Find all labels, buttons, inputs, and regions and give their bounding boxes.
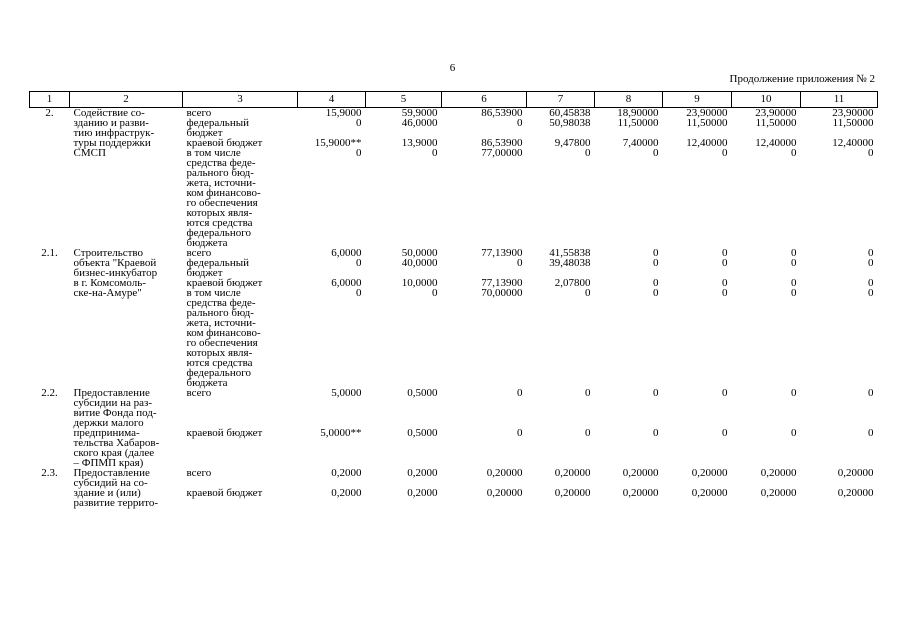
value-cell: 50,98038 bbox=[549, 117, 591, 129]
value-cell: 0 bbox=[791, 277, 797, 289]
column-header-6: 6 bbox=[442, 92, 527, 108]
funding-category: краевой бюджет bbox=[186, 427, 263, 439]
value-cell: 70,00000 bbox=[481, 287, 523, 299]
value-cell: 0 bbox=[585, 147, 591, 159]
value-cell: 0,20000 bbox=[486, 467, 523, 479]
value-cell: 11,50000 bbox=[686, 117, 728, 129]
value-cell: 0 bbox=[517, 257, 523, 269]
value-cell: 0,2000 bbox=[407, 487, 438, 499]
funding-category: федеральный бюджет bbox=[186, 117, 249, 139]
value-cell: 0,20000 bbox=[622, 467, 659, 479]
value-cell: 0,20000 bbox=[760, 467, 797, 479]
funding-category: краевой бюджет bbox=[186, 137, 263, 149]
table-row bbox=[30, 248, 878, 258]
value-cell: 0 bbox=[356, 257, 362, 269]
value-cell: 0 bbox=[517, 117, 523, 129]
header-row bbox=[30, 92, 878, 108]
table-row bbox=[30, 388, 878, 428]
value-cell: 12,40000 bbox=[686, 137, 728, 149]
value-cell: 0,2000 bbox=[331, 467, 362, 479]
value-cell: 0 bbox=[868, 427, 874, 439]
value-cell: 0,5000 bbox=[407, 427, 438, 439]
value-cell: 23,90000 bbox=[686, 107, 728, 119]
value-cell: 0,20000 bbox=[622, 487, 659, 499]
value-cell: 6,0000 bbox=[331, 247, 362, 259]
value-cell: 0,2000 bbox=[407, 467, 438, 479]
value-cell: 5,0000 bbox=[331, 387, 362, 399]
value-cell: 0 bbox=[722, 427, 728, 439]
value-cell: 0 bbox=[653, 247, 659, 259]
value-cell: 0 bbox=[653, 257, 659, 269]
column-header-11: 11 bbox=[801, 92, 878, 108]
value-cell: 15,9000 bbox=[325, 107, 362, 119]
value-cell: 0 bbox=[722, 277, 728, 289]
value-cell: 0 bbox=[653, 147, 659, 159]
value-cell: 0,20000 bbox=[554, 467, 591, 479]
value-cell: 59,9000 bbox=[401, 107, 438, 119]
value-cell: 0 bbox=[722, 147, 728, 159]
value-cell: 7,40000 bbox=[622, 137, 659, 149]
value-cell: 86,53900 bbox=[481, 137, 523, 149]
funding-category: в том числе средства феде- рального бюд- жета, источни- ком финансово- го обеспечения которых явля- ются средства федерального бюджета bbox=[186, 287, 261, 389]
value-cell: 0 bbox=[517, 427, 523, 439]
value-cell: 13,9000 bbox=[401, 137, 438, 149]
value-cell: 0 bbox=[868, 387, 874, 399]
value-cell: 50,0000 bbox=[401, 247, 438, 259]
value-cell: 0 bbox=[517, 387, 523, 399]
funding-category: всего bbox=[186, 467, 212, 479]
value-cell: 5,0000** bbox=[320, 427, 362, 439]
table-row bbox=[30, 108, 878, 119]
column-header-7: 7 bbox=[527, 92, 595, 108]
section-index: 2.1. bbox=[41, 247, 58, 259]
column-header-8: 8 bbox=[595, 92, 663, 108]
column-header-2: 2 bbox=[70, 92, 183, 108]
column-header-3: 3 bbox=[183, 92, 298, 108]
section-index: 2. bbox=[45, 107, 54, 119]
value-cell: 10,0000 bbox=[401, 277, 438, 289]
section-name: Предоставление субсидии на раз- витие Фонда под- держки малого предпринима- тельства Хабаров- ского края (далее – ФПМП края) bbox=[73, 387, 160, 469]
section-name: Предоставление субсидий на со- здание и (или) развитие террито- bbox=[73, 467, 159, 509]
section-name: Строительство объекта "Краевой бизнес-инкубатор в г. Комсомоль- ске-на-Амуре" bbox=[73, 247, 158, 299]
value-cell: 0 bbox=[356, 147, 362, 159]
value-cell: 0 bbox=[722, 257, 728, 269]
column-header-4: 4 bbox=[298, 92, 366, 108]
value-cell: 0 bbox=[722, 287, 728, 299]
funding-category: федеральный бюджет bbox=[186, 257, 249, 279]
value-cell: 0 bbox=[868, 257, 874, 269]
value-cell: 0,20000 bbox=[837, 487, 874, 499]
value-cell: 0 bbox=[791, 387, 797, 399]
value-cell: 0,20000 bbox=[554, 487, 591, 499]
value-cell: 41,55838 bbox=[549, 247, 591, 259]
value-cell: 0 bbox=[585, 387, 591, 399]
value-cell: 0 bbox=[432, 147, 438, 159]
value-cell: 0,20000 bbox=[760, 487, 797, 499]
page-number: 6 bbox=[449, 62, 456, 74]
value-cell: 77,13900 bbox=[481, 277, 523, 289]
section-name: Содействие со- зданию и разви- тию инфраструк- туры поддержки СМСП bbox=[73, 107, 155, 159]
value-cell: 0 bbox=[432, 287, 438, 299]
value-cell: 0 bbox=[653, 427, 659, 439]
value-cell: 11,50000 bbox=[832, 117, 874, 129]
value-cell: 0 bbox=[722, 247, 728, 259]
section-index: 2.3. bbox=[41, 467, 58, 479]
value-cell: 0 bbox=[791, 247, 797, 259]
value-cell: 9,47800 bbox=[554, 137, 591, 149]
funding-category: в том числе средства феде- рального бюд- жета, источни- ком финансово- го обеспечения которых явля- ются средства федерального бюджета bbox=[186, 147, 261, 249]
value-cell: 40,0000 bbox=[401, 257, 438, 269]
value-cell: 0,20000 bbox=[837, 467, 874, 479]
table-row bbox=[30, 468, 878, 488]
section-index: 2.2. bbox=[41, 387, 58, 399]
value-cell: 0 bbox=[868, 247, 874, 259]
value-cell: 0 bbox=[585, 427, 591, 439]
value-cell: 0 bbox=[868, 277, 874, 289]
value-cell: 2,07800 bbox=[554, 277, 591, 289]
funding-category: всего bbox=[186, 247, 212, 259]
budget-table bbox=[29, 91, 878, 508]
column-header-10: 10 bbox=[732, 92, 801, 108]
value-cell: 0 bbox=[791, 147, 797, 159]
value-cell: 12,40000 bbox=[832, 137, 874, 149]
value-cell: 0 bbox=[585, 287, 591, 299]
value-cell: 0 bbox=[791, 287, 797, 299]
value-cell: 18,90000 bbox=[617, 107, 659, 119]
value-cell: 60,45838 bbox=[549, 107, 591, 119]
value-cell: 0 bbox=[653, 277, 659, 289]
value-cell: 0 bbox=[722, 387, 728, 399]
value-cell: 11,50000 bbox=[617, 117, 659, 129]
funding-category: краевой бюджет bbox=[186, 487, 263, 499]
value-cell: 46,0000 bbox=[401, 117, 438, 129]
continuation-label: Продолжение приложения № 2 bbox=[729, 73, 875, 85]
value-cell: 0 bbox=[653, 387, 659, 399]
funding-category: краевой бюджет bbox=[186, 277, 263, 289]
funding-category: всего bbox=[186, 107, 212, 119]
value-cell: 39,48038 bbox=[549, 257, 591, 269]
value-cell: 0 bbox=[868, 147, 874, 159]
column-header-1: 1 bbox=[30, 92, 70, 108]
value-cell: 12,40000 bbox=[755, 137, 797, 149]
value-cell: 0 bbox=[356, 287, 362, 299]
column-header-5: 5 bbox=[366, 92, 442, 108]
value-cell: 0,2000 bbox=[331, 487, 362, 499]
funding-category: всего bbox=[186, 387, 212, 399]
value-cell: 0 bbox=[653, 287, 659, 299]
value-cell: 0,20000 bbox=[691, 487, 728, 499]
value-cell: 6,0000 bbox=[331, 277, 362, 289]
value-cell: 0,20000 bbox=[486, 487, 523, 499]
value-cell: 11,50000 bbox=[755, 117, 797, 129]
value-cell: 15,9000** bbox=[314, 137, 362, 149]
value-cell: 0,5000 bbox=[407, 387, 438, 399]
column-header-9: 9 bbox=[663, 92, 732, 108]
value-cell: 0 bbox=[791, 257, 797, 269]
value-cell: 77,00000 bbox=[481, 147, 523, 159]
value-cell: 0 bbox=[868, 287, 874, 299]
value-cell: 0 bbox=[356, 117, 362, 129]
value-cell: 0 bbox=[791, 427, 797, 439]
value-cell: 0,20000 bbox=[691, 467, 728, 479]
value-cell: 86,53900 bbox=[481, 107, 523, 119]
value-cell: 77,13900 bbox=[481, 247, 523, 259]
value-cell: 23,90000 bbox=[755, 107, 797, 119]
value-cell: 23,90000 bbox=[832, 107, 874, 119]
